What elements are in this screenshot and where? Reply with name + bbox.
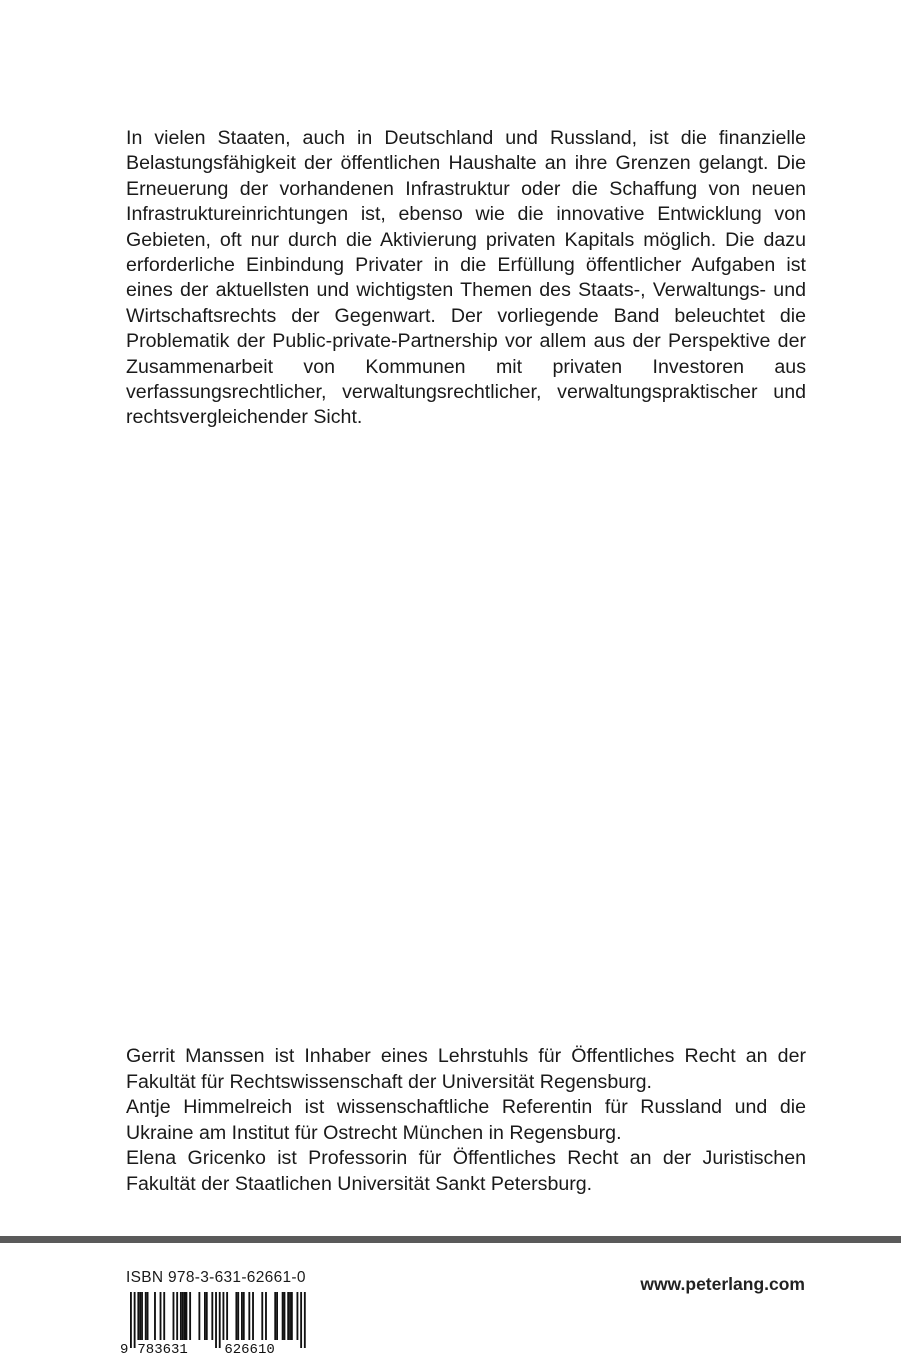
barcode-bar [284, 1292, 286, 1340]
barcode-bar [186, 1292, 188, 1340]
barcode-bar [274, 1292, 276, 1340]
barcode-bar [163, 1292, 165, 1340]
barcode-bar [237, 1292, 239, 1340]
barcode-bar [291, 1292, 293, 1340]
barcode-bar [243, 1292, 245, 1340]
author-bio: Gerrit Manssen ist Inhaber eines Lehrstuhls für Öffentliches Recht an der Fakultät für Rechtswissenschaft der Universität Regensburg. [126, 1045, 806, 1093]
barcode-bar [180, 1292, 182, 1340]
barcode-bar [141, 1292, 143, 1340]
publisher-url[interactable]: www.peterlang.com [640, 1274, 805, 1294]
barcode-bar [226, 1292, 228, 1340]
barcode-bar [204, 1292, 206, 1340]
barcode-bar [211, 1292, 213, 1340]
barcode-bar [300, 1292, 302, 1348]
barcode-bar [198, 1292, 200, 1340]
barcode-bar [241, 1292, 243, 1340]
barcode-bar [297, 1292, 299, 1340]
barcode [120, 1292, 314, 1354]
barcode-bar [147, 1292, 149, 1340]
barcode-bar [248, 1292, 250, 1340]
barcode-bar [160, 1292, 162, 1340]
barcode-bar [219, 1292, 221, 1348]
author-bio: Elena Gricenko ist Professorin für Öffentliches Recht an der Juristischen Fakultät der Staatlichen Universität Sankt Petersburg. [126, 1147, 806, 1195]
barcode-bar [265, 1292, 267, 1340]
barcode-bar [182, 1292, 184, 1340]
barcode-bar [289, 1292, 291, 1340]
barcode-bar [130, 1292, 132, 1348]
barcode-bar [206, 1292, 208, 1340]
barcode-bar [304, 1292, 306, 1348]
barcode-bar [173, 1292, 175, 1340]
barcode-bar [189, 1292, 191, 1340]
back-cover-blurb: In vielen Staaten, auch in Deutschland und Russland, ist die finanzielle Belastungsfähigkeit der öffentlichen Haushalte an ihre Grenzen gelangt. Die Erneuerung der vorhandenen Infrastruktur oder die Schaffung von neuen Infrastruktureinrichtungen ist, ebenso wie die innovative Entwicklung von Gebieten, oft nur durch die Aktivierung privaten Kapitals möglich. Die dazu erforderliche Einbindung Privater in die Erfüllung öffentlicher Aufgaben ist eines der aktuellsten und wichtigsten Themen des Staats-, Verwaltungs- und Wirtschaftsrechts der Gegenwart. Der vorliegende Band beleuchtet die Problematik der Public-private-Partnership vor allem aus der Perspektive der Zusammenarbeit von Kommunen mit privaten Investoren aus verfassungsrechtlicher, verwaltungsrechtlicher, verwaltungspraktischer und rechtsvergleichender Sicht. [126, 127, 806, 429]
barcode-bar [287, 1292, 289, 1340]
author-bio: Antje Himmelreich ist wissenschaftliche Referentin für Russland und die Ukraine am Institut für Ostrecht München in Regensburg. [126, 1096, 806, 1144]
isbn-label: ISBN 978-3-631-62661-0 [126, 1269, 306, 1286]
barcode-bar [145, 1292, 147, 1340]
barcode-bar [235, 1292, 237, 1340]
barcode-bar [276, 1292, 278, 1340]
barcode-bar [282, 1292, 284, 1340]
divider-rule [0, 1236, 901, 1243]
barcode-bar [223, 1292, 225, 1340]
barcode-left-digits: 783631 [137, 1342, 188, 1354]
barcode-right-digits: 626610 [224, 1342, 275, 1354]
barcode-bar [154, 1292, 156, 1340]
barcode-lead-digit: 9 [120, 1342, 129, 1354]
barcode-bar [184, 1292, 186, 1340]
barcode-bar [176, 1292, 178, 1340]
barcode-bar [139, 1292, 141, 1340]
barcode-bar [137, 1292, 139, 1340]
barcode-bar [252, 1292, 254, 1340]
barcode-bar [215, 1292, 217, 1348]
author-bios [126, 1044, 806, 1198]
barcode-bar [261, 1292, 263, 1340]
barcode-bar [134, 1292, 136, 1348]
